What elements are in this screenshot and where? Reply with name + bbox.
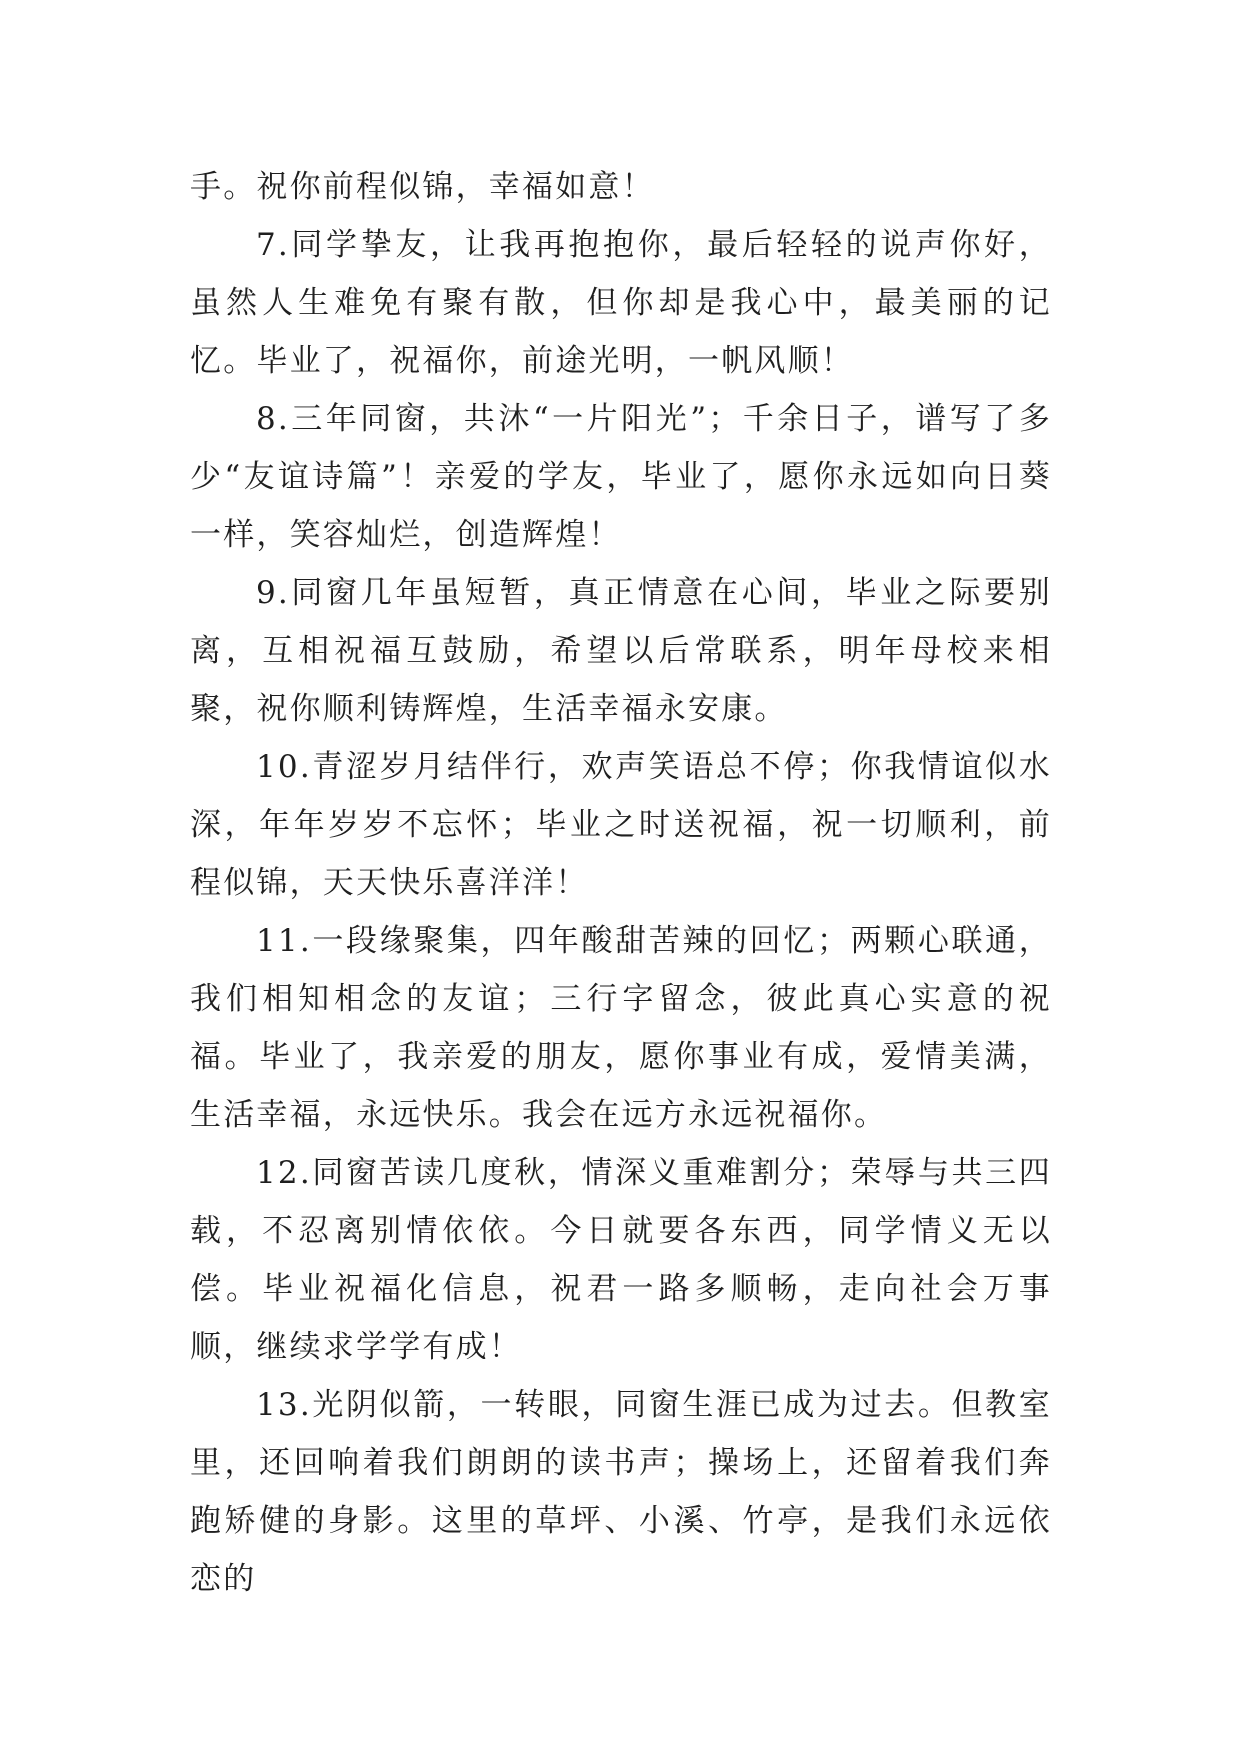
paragraph: 7.同学挚友，让我再抱抱你，最后轻轻的说声你好，虽然人生难免有聚有散，但你却是我心中，最美丽的记忆。毕业了，祝福你，前途光明，一帆风顺！ [190, 227, 1052, 379]
paragraph: 10.青涩岁月结伴行，欢声笑语总不停；你我情谊似水深，年年岁岁不忘怀；毕业之时送祝福，祝一切顺利，前程似锦，天天快乐喜洋洋！ [190, 749, 1052, 901]
paragraph: 9.同窗几年虽短暂，真正情意在心间，毕业之际要别离，互相祝福互鼓励，希望以后常联系，明年母校来相聚，祝你顺利铸辉煌，生活幸福永安康。 [190, 575, 1052, 727]
paragraph: 13.光阴似箭，一转眼，同窗生涯已成为过去。但教室里，还回响着我们朗朗的读书声；操场上，还留着我们奔跑矫健的身影。这里的草坪、小溪、竹亭，是我们永远依恋的 [190, 1387, 1052, 1597]
paragraph: 11.一段缘聚集，四年酸甜苦辣的回忆；两颗心联通，我们相知相念的友谊；三行字留念，彼此真心实意的祝福。毕业了，我亲爱的朋友，愿你事业有成，爱情美满，生活幸福，永远快乐。我会在远方永远祝福你。 [190, 923, 1052, 1133]
paragraph: 12.同窗苦读几度秋，情深义重难割分；荣辱与共三四载，不忍离别情依依。今日就要各东西，同学情义无以偿。毕业祝福化信息，祝君一路多顺畅，走向社会万事顺，继续求学学有成！ [190, 1155, 1052, 1365]
paragraph: 8.三年同窗，共沐“一片阳光”；千余日子，谱写了多少“友谊诗篇”！亲爱的学友，毕业了，愿你永远如向日葵一样，笑容灿烂，创造辉煌！ [190, 401, 1052, 553]
document-body [190, 158, 1052, 1608]
paragraph: 手。祝你前程似锦，幸福如意！ [190, 169, 655, 205]
